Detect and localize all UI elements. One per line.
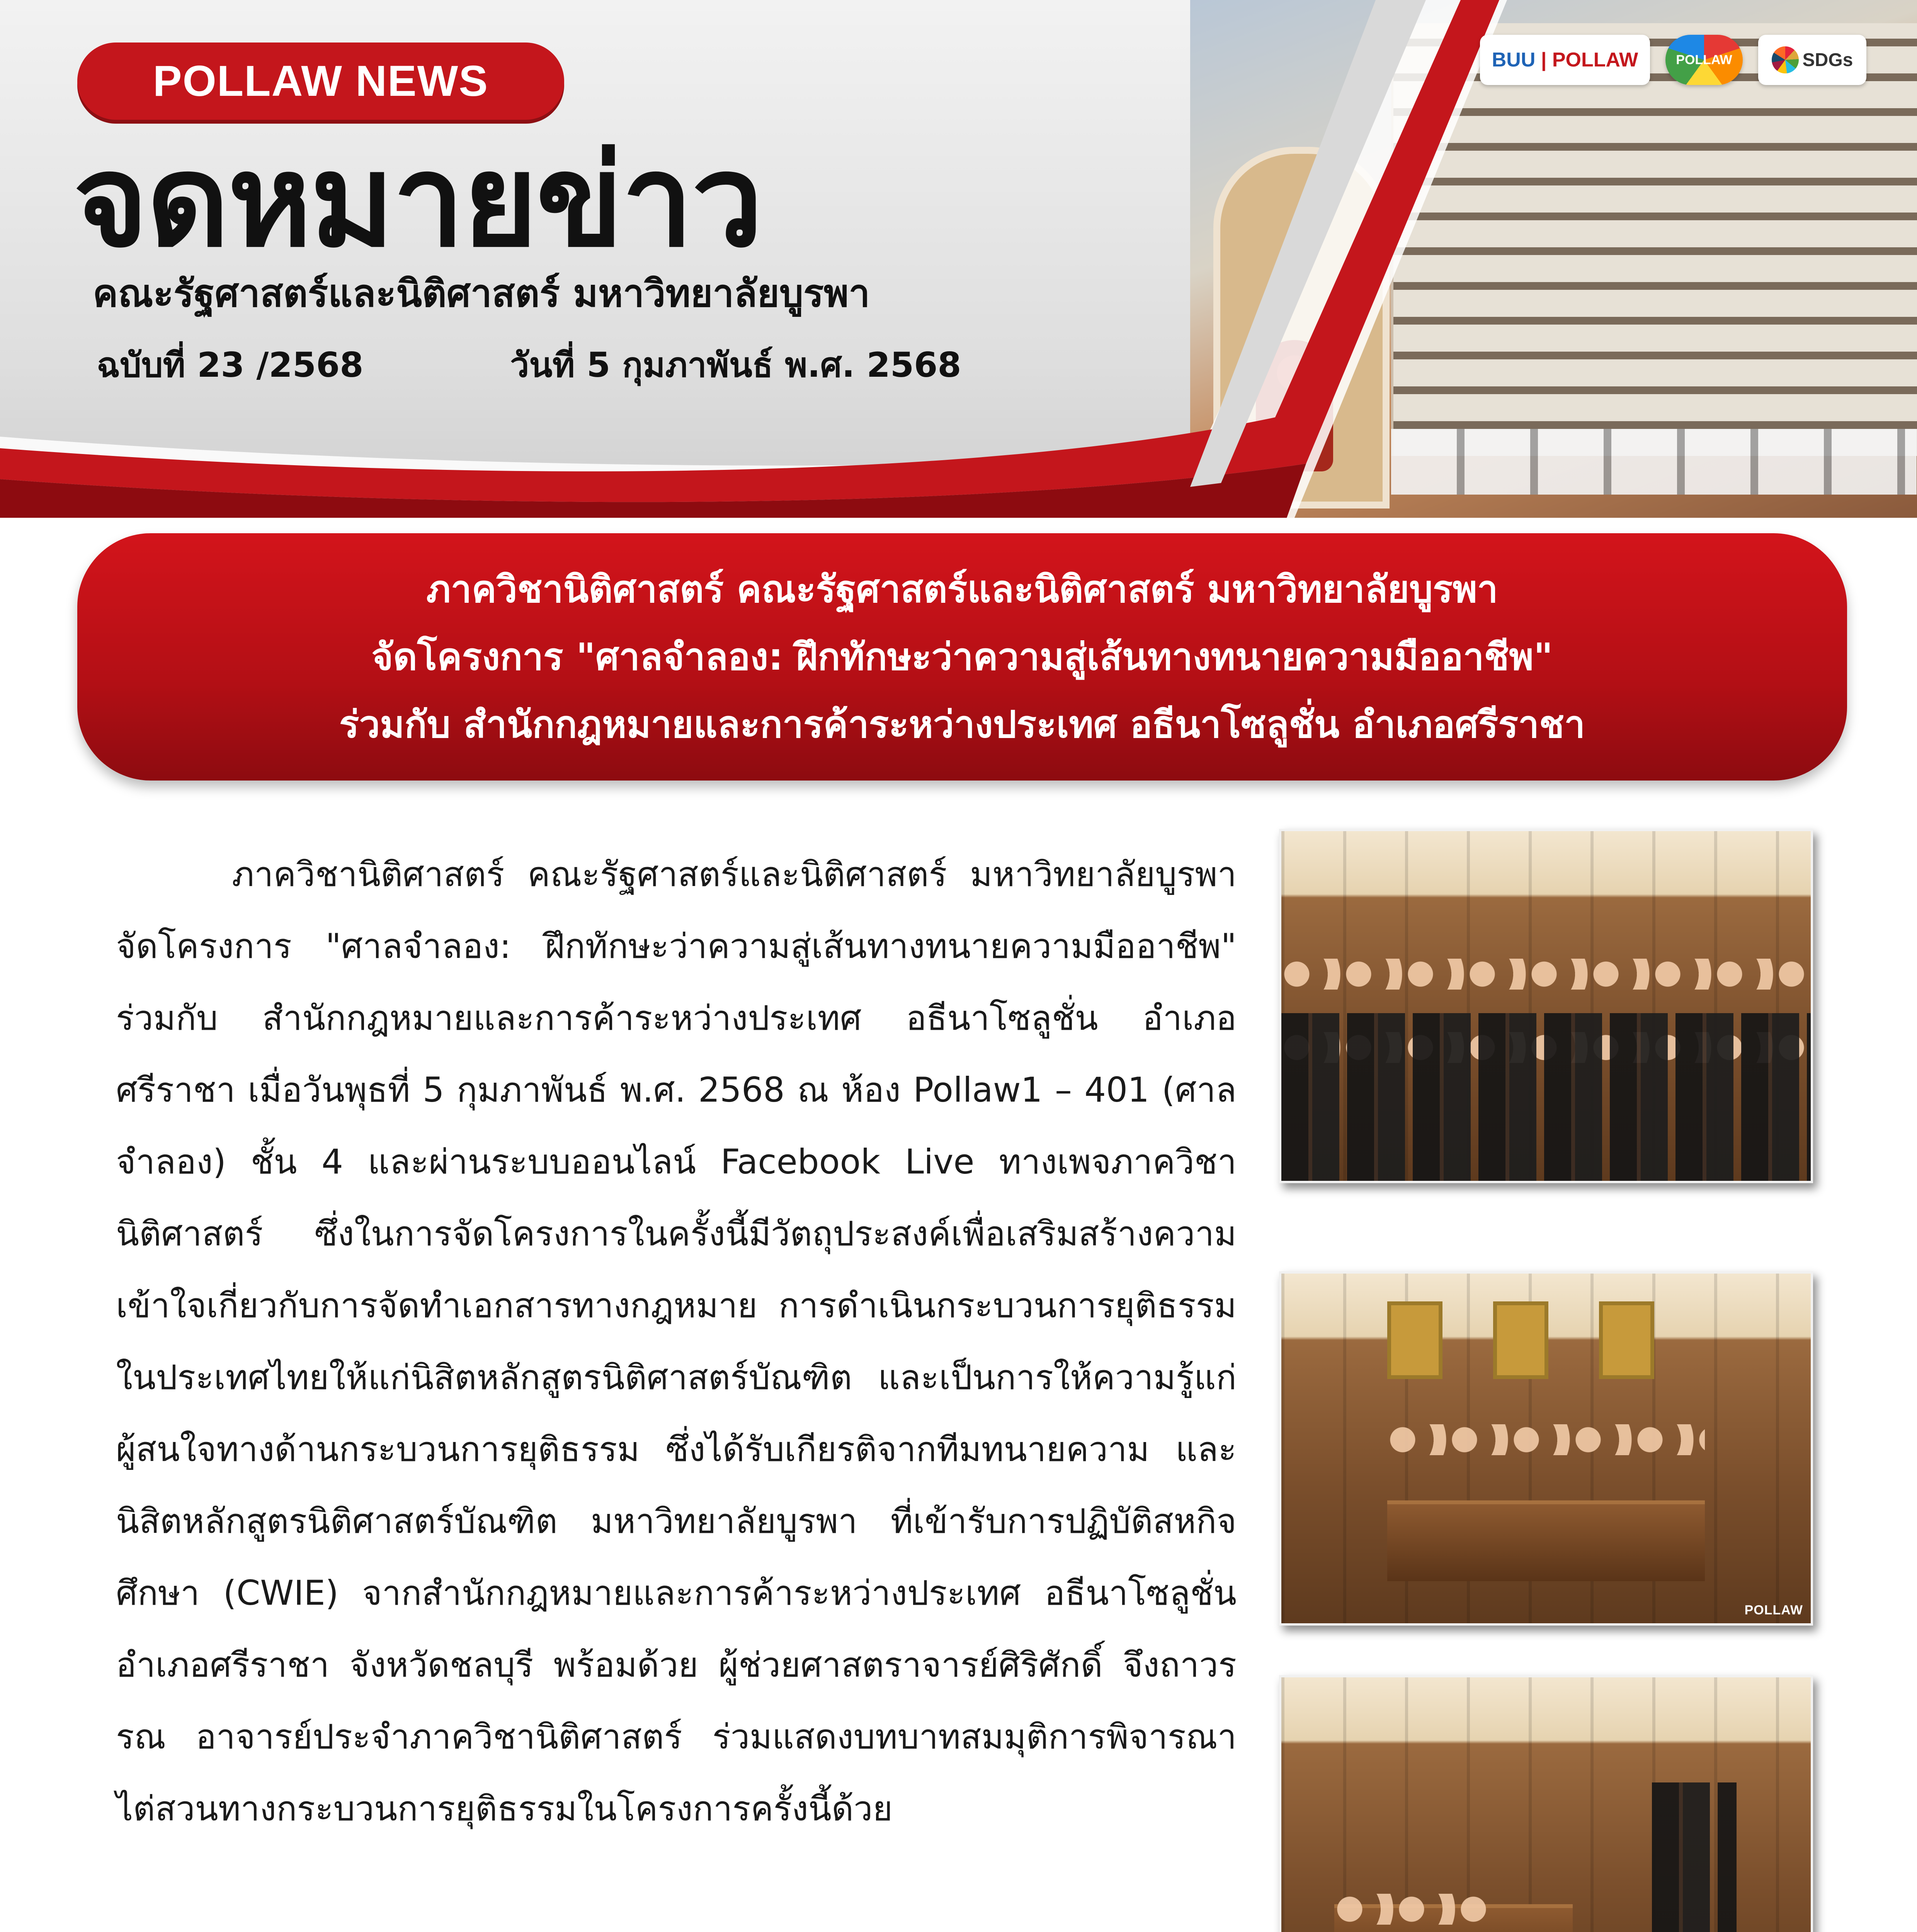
sdgs-wheel-icon	[1772, 46, 1799, 73]
sdgs-logo-text: SDGs	[1802, 49, 1853, 70]
headline-line-3: ร่วมกับ สำนักกฎหมายและการค้าระหว่างประเทศ อธีนาโซลูชั่น อำเภอศรีราชา	[339, 703, 1585, 746]
photo-watermark: POLLAW	[1744, 1603, 1803, 1617]
ring-logo-text: POLLAW	[1676, 52, 1732, 67]
photo-people	[1652, 1782, 1737, 1932]
photo-people	[1281, 1013, 1811, 1181]
photo-faces-row	[1334, 1894, 1493, 1925]
photo-royal-portrait	[1387, 1301, 1442, 1379]
issue-number: ฉบับที่ 23 /2568	[97, 345, 364, 385]
buu-pollaw-logo: BUU | POLLAW	[1480, 35, 1650, 85]
buu-logo-text: BUU	[1492, 49, 1536, 71]
photo-royal-portrait	[1599, 1301, 1654, 1379]
headline-banner	[77, 533, 1847, 781]
photo-court-proceeding	[1279, 1675, 1813, 1932]
partner-logos	[1480, 31, 1890, 89]
issue-date: วันที่ 5 กุมภาพันธ์ พ.ศ. 2568	[510, 345, 961, 385]
article-body: ภาควิชานิติศาสตร์ คณะรัฐศาสตร์และนิติศาสตร์ มหาวิทยาลัยบูรพา จัดโครงการ "ศาลจำลอง: ฝึกทักษะว่าความสู่เส้นทางทนายความมืออาชีพ" ร่วมกับ สำนักกฎหมายและการค้าระหว่างประเทศ อธีนาโซลูชั่น อำเภอศรีราชา เมื่อวันพุธที่ 5 กุมภาพันธ์ พ.ศ. 2568 ณ ห้อง Pollaw1 – 401 (ศาลจำลอง) ชั้น 4 และผ่านระบบออนไลน์ Facebook Live ทางเพจภาควิชานิติศาสตร์ ซึ่งในการจัดโครงการในครั้งนี้มีวัตถุประสงค์เพื่อเสริมสร้างความเข้าใจเกี่ยวกับการจัดทำเอกสารทางกฎหมาย การดำเนินกระบวนการยุติธรรมในประเทศไทยให้แก่นิสิตหลักสูตรนิติศาสตร์บัณฑิต และเป็นการให้ความรู้แก่ผู้สนใจทางด้านกระบวนการยุติธรรม ซึ่งได้รับเกียรติจากทีมทนายความ และนิสิตหลักสูตรนิติศาสตร์บัณฑิต มหาวิทยาลัยบูรพา ที่เข้ารับการปฏิบัติสหกิจศึกษา (CWIE) จากสำนักกฎหมายและการค้าระหว่างประเทศ อธีนาโซลูชั่น อำเภอศรีราชา จังหวัดชลบุรี พร้อมด้วย ผู้ช่วยศาสตราจารย์ศิริศักดิ์ จึงถาวรรณ อาจารย์ประจำภาควิชานิติศาสตร์ ร่วมแสดงบทบาทสมมุติการพิจารณาไต่สวนทางกระบวนการยุติธรรมในโครงการครั้งนี้ด้วย	[116, 854, 1237, 1828]
pollaw-logo-text: POLLAW	[1552, 49, 1638, 71]
photo-bench	[1387, 1500, 1705, 1581]
photo-royal-portrait	[1493, 1301, 1548, 1379]
faculty-name: คณะรัฐศาสตร์และนิติศาสตร์ มหาวิทยาลัยบูรพา	[93, 272, 870, 316]
headline-line-2: จัดโครงการ "ศาลจำลอง: ฝึกทักษะว่าความสู่เส้นทางทนายความมืออาชีพ"	[371, 635, 1553, 679]
photo-group-portrait	[1279, 829, 1813, 1183]
newsletter-header	[0, 0, 1917, 518]
photo-faces-row	[1281, 959, 1811, 990]
headline-line-1: ภาควิชานิติศาสตร์ คณะรัฐศาสตร์และนิติศาสตร์ มหาวิทยาลัยบูรพา	[426, 568, 1498, 611]
photo-judges-bench	[1279, 1271, 1813, 1626]
sdgs-logo	[1758, 35, 1866, 85]
photo-faces-row	[1387, 1424, 1705, 1455]
pollaw-ring-logo	[1665, 35, 1743, 85]
pollaw-news-badge: POLLAW NEWS	[77, 43, 564, 120]
newsletter-title: จดหมายข่าว	[73, 127, 762, 275]
